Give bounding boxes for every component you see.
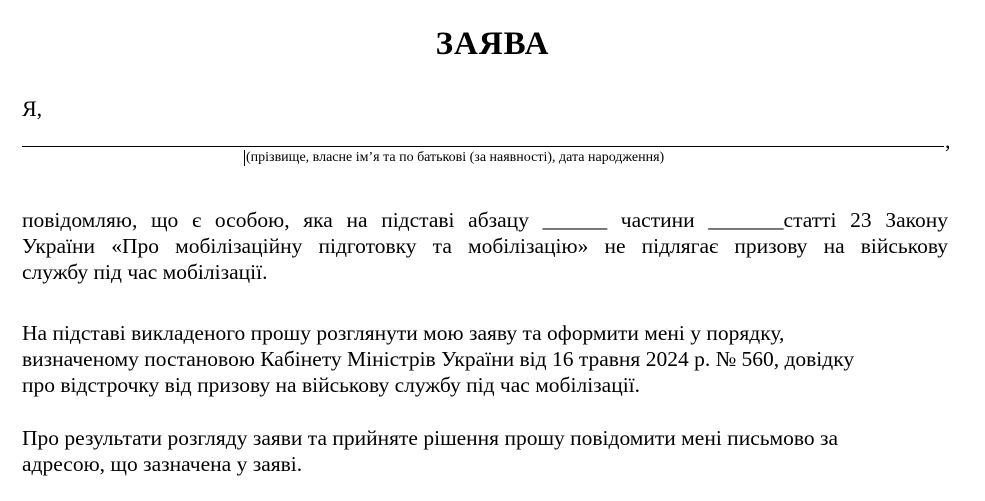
line-comma: ,	[945, 128, 951, 153]
paragraph-notification	[22, 425, 948, 477]
paragraph-line: На підставі викладеного прошу розглянути мою заяву та оформити мені у порядку,	[22, 321, 785, 345]
paragraph-line: про відстрочку від призову на військову службу під час мобілізації.	[22, 373, 641, 397]
paragraph-line: повідомляю, що є особою, яка на підставі абзацу ______ частини _______статті 23 Закону	[22, 208, 948, 232]
paragraph-line: України «Про мобілізаційну підготовку та мобілізацію» не підлягає призову на військову	[22, 234, 948, 258]
paragraph-line: Про результати розгляду заяви та прийняте рішення прошу повідомити мені письмово за	[22, 426, 839, 450]
name-blank-line[interactable]	[22, 146, 944, 147]
intro-text: Я,	[22, 96, 43, 121]
paragraph-line: визначеному постановою Кабінету Міністрів України від 16 травня 2024 р. № 560, довідку	[22, 347, 855, 371]
paragraph-line: службу під час мобілізації.	[22, 260, 268, 284]
paragraph-statement	[22, 207, 948, 285]
document-title: ЗАЯВА	[435, 26, 550, 62]
paragraph-line: адресою, що зазначена у заяві.	[22, 452, 303, 476]
paragraph-request	[22, 320, 948, 398]
name-field-hint: (прізвище, власне ім’я та по батькові (за наявності), дата народження)	[246, 150, 665, 165]
